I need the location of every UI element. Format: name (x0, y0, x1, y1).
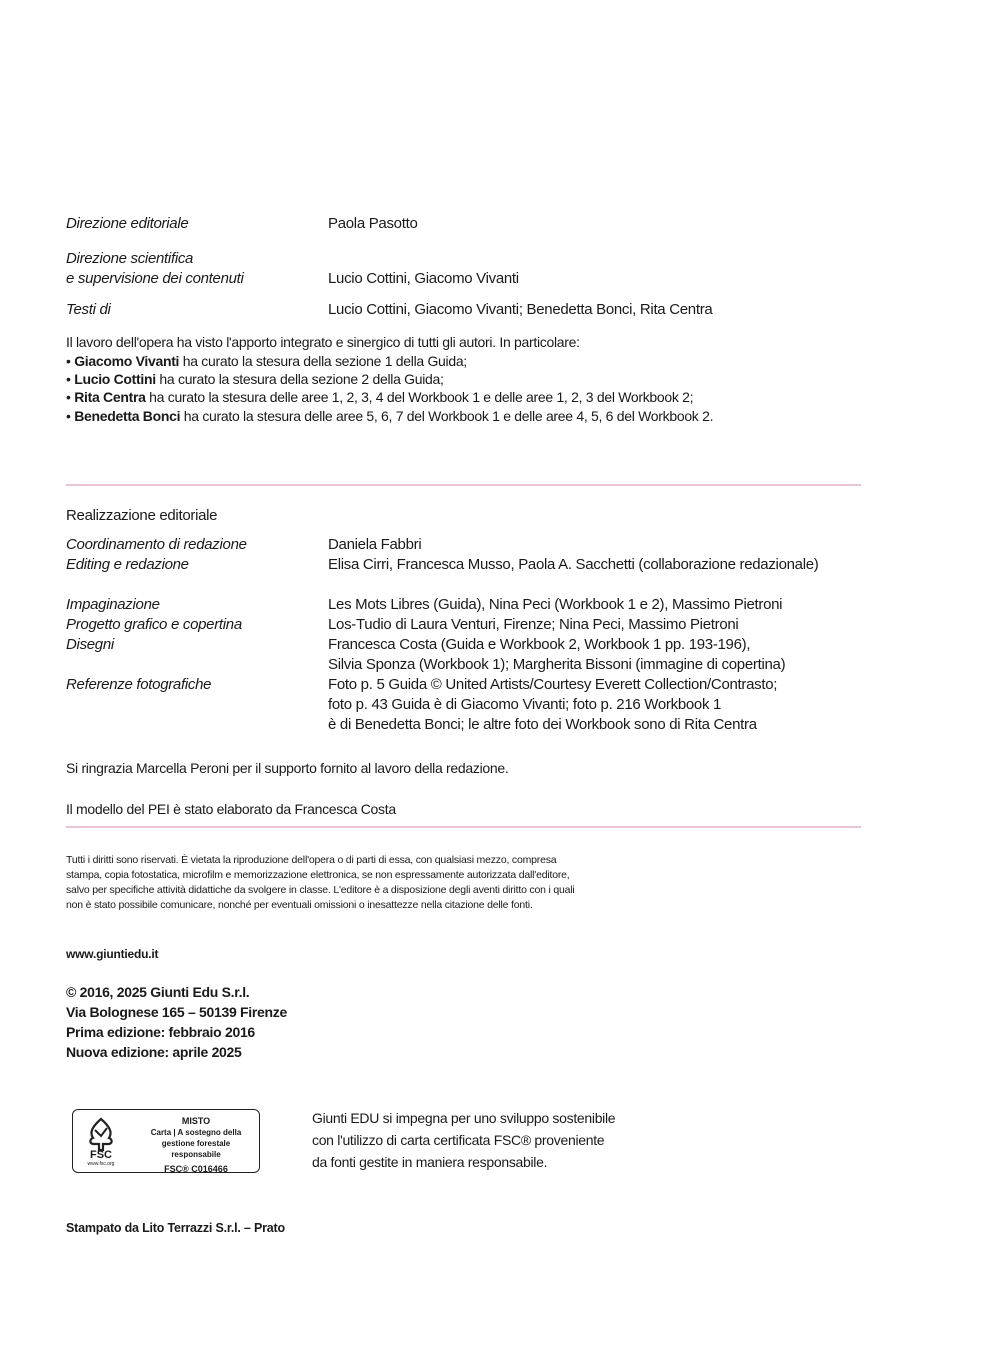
rights-line: non è stato possibile comunicare, nonché per eventuali omissioni o inesattezze nella citazione delle fonti. (66, 899, 533, 911)
contributor-name: Benedetta Bonci (74, 408, 181, 424)
contributor-name: Rita Centra (74, 389, 146, 405)
credit-value-direzione-scientifica: Lucio Cottini, Giacomo Vivanti (328, 270, 519, 287)
credit-label-direzione-editoriale: Direzione editoriale (66, 215, 189, 232)
divider (66, 826, 861, 828)
contribution-item: • Giacomo Vivanti ha curato la stesura della sezione 1 della Guida; (66, 353, 467, 369)
credit-label-progetto-grafico: Progetto grafico e copertina (66, 616, 242, 633)
credit-value-referenze-2: foto p. 43 Guida è di Giacomo Vivanti; foto p. 216 Workbook 1 (328, 696, 722, 713)
credit-value-progetto-grafico: Los-Tudio di Laura Venturi, Firenze; Nina Peci, Massimo Pietroni (328, 616, 739, 633)
credit-value-referenze-3: è di Benedetta Bonci; le altre foto dei Workbook sono di Rita Centra (328, 716, 757, 733)
credit-label-coordinamento: Coordinamento di redazione (66, 536, 247, 553)
publisher-line: © 2016, 2025 Giunti Edu S.r.l. (66, 984, 250, 1000)
fsc-code: FSC® C016466 (164, 1164, 228, 1174)
contribution-text: ha curato la stesura delle aree 1, 2, 3, 4 del Workbook 1 e delle aree 1, 2, 3 del Workbook 2; (145, 389, 694, 405)
credit-value-disegni-2: Silvia Sponza (Workbook 1); Margherita Bissoni (immagine di copertina) (328, 656, 786, 673)
pei-note: Il modello del PEI è stato elaborato da Francesca Costa (66, 801, 396, 817)
credit-value-direzione-editoriale: Paola Pasotto (328, 215, 418, 232)
website-link[interactable]: www.giuntiedu.it (66, 947, 159, 961)
fsc-logo-text: FSC (90, 1149, 112, 1161)
fsc-desc-1: Carta | A sostegno della (150, 1128, 242, 1137)
contribution-text: ha curato la stesura della sezione 2 della Guida; (155, 371, 444, 387)
publisher-line: Prima edizione: febbraio 2016 (66, 1024, 255, 1040)
credit-label-referenze: Referenze fotografiche (66, 676, 212, 693)
credit-value-disegni-1: Francesca Costa (Guida e Workbook 2, Workbook 1 pp. 193-196), (328, 636, 751, 653)
editorial-heading: Realizzazione editoriale (66, 507, 218, 524)
publisher-line: Via Bolognese 165 – 50139 Firenze (66, 1004, 287, 1020)
credit-value-impaginazione: Les Mots Libres (Guida), Nina Peci (Workbook 1 e 2), Massimo Pietroni (328, 596, 783, 613)
publisher-line: Nuova edizione: aprile 2025 (66, 1044, 242, 1060)
credit-value-referenze-1: Foto p. 5 Guida © United Artists/Courtesy Everett Collection/Contrasto; (328, 676, 778, 693)
rights-line: stampa, copia fotostatica, microfilm e memorizzazione elettronica, se non espressamente autorizzata dall'editore, (66, 869, 570, 881)
contribution-item: • Rita Centra ha curato la stesura delle aree 1, 2, 3, 4 del Workbook 1 e delle aree 1, 2, 3 del Workbook 2; (66, 389, 694, 405)
thanks-note: Si ringrazia Marcella Peroni per il supporto fornito al lavoro della redazione. (66, 760, 509, 776)
sustainability-line: con l'utilizzo di carta certificata FSC® proveniente (312, 1132, 605, 1148)
credit-label-testi: Testi di (66, 301, 111, 318)
sustainability-line: Giunti EDU si impegna per uno sviluppo sostenibile (312, 1110, 616, 1126)
rights-line: Tutti i diritti sono riservati. È vietata la riproduzione dell'opera o di parti di essa, con qualsiasi mezzo, compresa (66, 854, 557, 866)
contribution-text: ha curato la stesura delle aree 5, 6, 7 del Workbook 1 e delle aree 4, 5, 6 del Workbook 2. (180, 408, 714, 424)
contribution-item: • Lucio Cottini ha curato la stesura della sezione 2 della Guida; (66, 371, 444, 387)
credit-label-impaginazione: Impaginazione (66, 596, 160, 613)
credit-label-direzione-scientifica: Direzione scientifica (66, 250, 194, 267)
rights-line: salvo per specifiche attività didattiche da svolgere in classe. L'editore è a disposizione degli aventi diritto con i quali (66, 884, 575, 896)
contributor-name: Giacomo Vivanti (74, 353, 180, 369)
credit-label-supervisione: e supervisione dei contenuti (66, 270, 244, 287)
credit-label-editing: Editing e redazione (66, 556, 189, 573)
fsc-desc-2: gestione forestale responsabile (161, 1139, 231, 1159)
contribution-text: ha curato la stesura della sezione 1 della Guida; (179, 353, 467, 369)
credit-value-coordinamento: Daniela Fabbri (328, 536, 422, 553)
fsc-badge (72, 1109, 260, 1173)
fsc-logo (81, 1116, 121, 1168)
credit-value-editing: Elisa Cirri, Francesca Musso, Paola A. Sacchetti (collaborazione redazionale) (328, 556, 819, 573)
divider (66, 484, 861, 486)
contributions-intro: Il lavoro dell'opera ha visto l'apporto integrato e sinergico di tutti gli autori. In particolare: (66, 334, 580, 350)
printer-note: Stampato da Lito Terrazzi S.r.l. – Prato (66, 1221, 285, 1235)
credit-value-testi: Lucio Cottini, Giacomo Vivanti; Benedetta Bonci, Rita Centra (328, 301, 713, 318)
fsc-logo-url: www.fsc.org (87, 1161, 115, 1167)
contributor-name: Lucio Cottini (74, 371, 156, 387)
contribution-item: • Benedetta Bonci ha curato la stesura delle aree 5, 6, 7 del Workbook 1 e delle aree 4, 5, 6 del Workbook 2. (66, 408, 714, 424)
credit-label-disegni: Disegni (66, 636, 114, 653)
sustainability-line: da fonti gestite in maniera responsabile. (312, 1154, 548, 1170)
fsc-mix-label: MISTO (181, 1116, 211, 1126)
